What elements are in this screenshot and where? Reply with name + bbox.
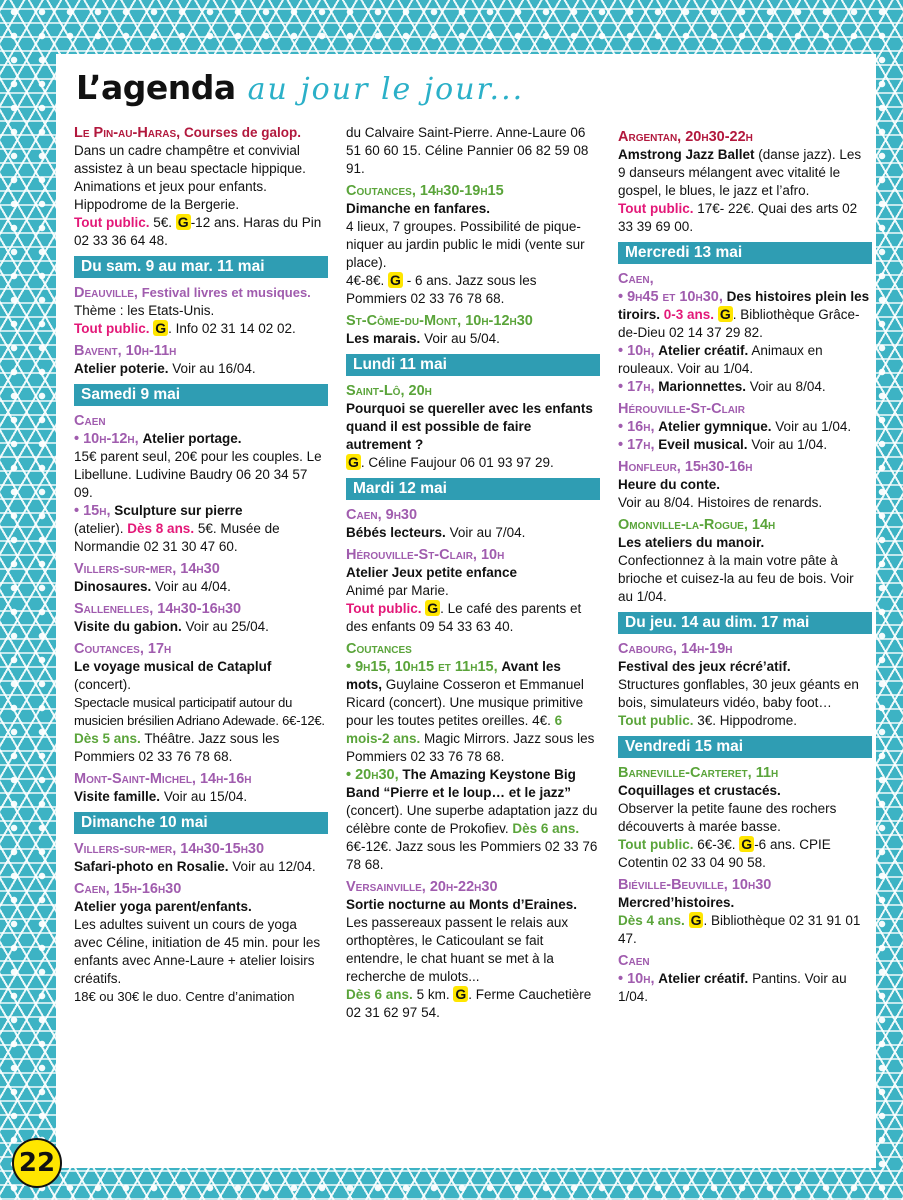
event-entry [618, 640, 872, 730]
event-city: Biéville-Beuville, 10h30 [618, 877, 772, 893]
event-entry [74, 412, 328, 556]
agenda-page [56, 54, 876, 1168]
event-time: • 10h, [618, 343, 655, 359]
event-info: Voir au 15/04. [163, 789, 248, 804]
event-info: -12 ans. Haras du Pin 02 33 36 64 48. [74, 215, 322, 248]
event-city: Hérouville-St-Clair, 10h [346, 547, 505, 563]
free-badge: G [177, 214, 189, 230]
event-info: Animaux en rouleaux. Voir au 1/04. [618, 343, 823, 376]
free-badge: G [390, 272, 401, 288]
event-info: 3€. Hippodrome. [697, 713, 798, 728]
event-entry [74, 342, 328, 378]
event-city: Saint-Lô, 20h [346, 383, 432, 399]
event-entry [74, 600, 328, 636]
event-title: Sortie nocturne au Monts d’Eraines. [346, 897, 578, 912]
event-title: Avant les mots, [346, 659, 561, 692]
event-description: Structures gonflables, 30 jeux géants en bois, simulateurs vidéo, baby foot… [618, 677, 859, 710]
free-badge: G [455, 986, 467, 1002]
event-description: Confectionnez à la main votre pâte à brioche et cuisez-la au feu de bois. Voir au 1/04. [618, 553, 854, 604]
event-info: Voir au 7/04. [449, 525, 526, 540]
event-entry [74, 840, 328, 876]
event-info: 5€. Musée de Normandie 02 31 30 47 60. [74, 521, 280, 554]
event-title: Pourquoi se quereller avec les enfants quand il est possible de faire autrement ? [346, 401, 593, 452]
event-entry [618, 876, 872, 948]
event-title: Atelier poterie. [74, 361, 169, 376]
event-city: Caen, 15h-16h30 [74, 881, 182, 897]
event-title: Eveil musical. [658, 437, 748, 452]
event-info: 6€-12€. Jazz sous les Pommiers 02 33 76 78 68. [346, 839, 598, 872]
event-info: Voir au 1/04. [751, 437, 828, 452]
event-title: Les ateliers du manoir. [618, 535, 765, 550]
event-description: Thème : les Etats-Unis. [74, 303, 215, 318]
event-city: Coutances, 17h [74, 641, 172, 657]
event-title: Bébés lecteurs. [346, 525, 446, 540]
event-info: -6 ans. CPIE Cotentin 02 33 04 90 58. [618, 837, 831, 870]
event-time: • 17h, [618, 437, 655, 453]
date-band: Mercredi 13 mai [618, 242, 872, 264]
audience-label: Tout public. [618, 713, 694, 728]
event-city: Bavent, 10h-11h [74, 343, 177, 359]
date-band: Vendredi 15 mai [618, 736, 872, 758]
event-description: (danse jazz). Les 9 danseurs mélangent avec vitalité le gospel, le blues, le jazz et l’afro. [618, 147, 862, 198]
age-label: Dès 5 ans. [74, 731, 141, 746]
event-entry [74, 284, 328, 338]
event-info: Voir au 8/04. [749, 379, 826, 394]
event-info: . Le café des parents et des enfants 09 54 33 63 40. [346, 601, 582, 634]
event-city: Caen, 9h30 [346, 507, 418, 523]
age-label: Dès 6 ans. [346, 987, 413, 1002]
event-entry [618, 400, 872, 454]
age-label: Dès 4 ans. [618, 913, 685, 928]
event-title: The Amazing Keystone Big Band “Pierre et le loup… et le jazz” [346, 767, 576, 800]
event-description: Voir au 8/04. Histoires de renards. [618, 495, 823, 510]
event-city: Honfleur, 15h30-16h [618, 459, 753, 475]
event-info: . Céline Faujour 06 01 93 97 29. [360, 455, 554, 470]
audience-label: Tout public. [346, 601, 422, 616]
event-entry [346, 382, 600, 472]
event-description: Spectacle musical participatif autour du musicien brésilien Adriano Adewade. 6€-12€. [74, 695, 325, 728]
event-title: Coquillages et crustacés. [618, 783, 781, 798]
free-badge: G [427, 600, 439, 616]
free-badge: G [155, 320, 167, 336]
audience-label: Tout public. [74, 321, 150, 336]
event-title: Heure du conte. [618, 477, 721, 492]
event-description: 4 lieux, 7 groupes. Possibilité de pique-niquer au jardin public le midi (vente sur place). [346, 219, 585, 270]
event-city: Hérouville-St-Clair [618, 401, 745, 417]
event-city: Cabourg, 14h-19h [618, 641, 733, 657]
event-entry [618, 128, 872, 236]
event-title: Atelier yoga parent/enfants. [74, 899, 252, 914]
event-city: Mont-Saint-Michel, 14h-16h [74, 771, 252, 787]
event-title: Courses de galop. [183, 125, 301, 140]
event-distance: 5 km. [416, 987, 450, 1002]
event-continuation: du Calvaire Saint-Pierre. Anne-Laure 06 51 60 60 15. Céline Pannier 06 82 59 08 91. [346, 125, 589, 176]
date-band: Mardi 12 mai [346, 478, 600, 500]
event-info: Théâtre. Jazz sous les Pommiers 02 33 76 78 68. [74, 731, 280, 764]
event-city: Versainville, 20h-22h30 [346, 879, 498, 895]
free-badge: G [348, 454, 359, 470]
event-entry [618, 458, 872, 512]
age-label: Dès 8 ans. [127, 521, 195, 536]
event-title: Marionnettes. [658, 379, 747, 394]
event-info: Magic Mirrors. Jazz sous les Pommiers 02 33 76 78 68. [346, 731, 595, 764]
free-badge: G [741, 836, 753, 852]
event-entry [74, 880, 328, 1006]
page-subtitle: au jour le jour... [247, 72, 525, 107]
event-info: Voir au 1/04. [775, 419, 852, 434]
event-title: Des histoires plein les tiroirs. [618, 289, 870, 322]
event-entry [346, 878, 600, 1022]
age-label: 6 mois-2 ans. [346, 713, 563, 746]
event-city: Villers-sur-mer, 14h30-15h30 [74, 841, 265, 857]
page-number-badge: 22 [12, 1138, 62, 1188]
column-2 [346, 124, 600, 1022]
event-description: Les passereaux passent le relais aux orthoptères, le Caticoulant se fait entendre, le chat huant se met à la recherche de mulots... [346, 915, 569, 984]
event-info: Voir au 4/04. [155, 579, 231, 594]
event-city: Caen [618, 953, 650, 969]
free-badge: G [690, 912, 702, 928]
date-band: Dimanche 10 mai [74, 812, 328, 834]
event-city: Caen, [618, 271, 654, 287]
event-info: - 6 ans. Jazz sous les Pommiers 02 33 76 78 68. [346, 273, 537, 306]
event-info: Pantins. Voir au 1/04. [618, 971, 847, 1004]
event-city: Coutances, 14h30-19h15 [346, 183, 504, 199]
event-title: Dinosaures. [74, 579, 152, 594]
free-badge: G [719, 306, 731, 322]
event-info: 18€ ou 30€ le duo. Centre d’animation [74, 989, 295, 1004]
event-title: Atelier créatif. [658, 343, 749, 358]
event-entry [346, 640, 600, 874]
event-city: Villers-sur-mer, 14h30 [74, 561, 220, 577]
event-price: 5€. [153, 215, 173, 230]
event-info: Bibliothèque Grâce-de-Dieu 02 14 37 29 82. [618, 307, 860, 340]
event-city: Le Pin-au-Haras, [74, 125, 181, 141]
column-3 [618, 124, 872, 1006]
event-price: 6€-3€. [697, 837, 736, 852]
event-city: Sallenelles, 14h30-16h30 [74, 601, 242, 617]
event-info: . Bibliothèque 02 31 91 01 47. [618, 913, 861, 946]
event-description: Dans un cadre champêtre et convivial assistez à un beau spectacle hippique. Animations et jeux pour enfants. [74, 143, 306, 194]
event-entry: Caen, • 9h45 et 10h30, Des histoires plein les tiroirs. 0-3 ans. G . Bibliothèque Grâce-de-Dieu 02 14 37 29 82. • 10h, Atelier créatif. Animaux en rouleaux. Voir au 1/04. • 17h, Marionnettes. Voir au 8/04. [618, 270, 872, 396]
event-title: Festival livres et musiques. [141, 285, 311, 300]
event-title: Les marais. [346, 331, 421, 346]
event-description: 15€ parent seul, 20€ pour les couples. Le Libellune. Ludivine Baudry 06 20 34 57 09. [74, 449, 322, 500]
event-city: St-Côme-du-Mont, 10h-12h30 [346, 313, 533, 329]
audience-label: Tout public. [618, 837, 694, 852]
age-label: Dès 6 ans. [512, 821, 580, 836]
event-time: • 9h45 et 10h30, [618, 289, 723, 305]
page-header [76, 68, 524, 118]
audience-label: Tout public. [74, 215, 150, 230]
page-title: L’agenda [76, 68, 236, 107]
event-entry [346, 506, 600, 542]
event-title: Le voyage musical de Catapluf [74, 659, 272, 674]
event-entry [74, 640, 328, 766]
event-entry [618, 952, 872, 1006]
event-title: Atelier créatif. [658, 971, 749, 986]
event-description: Animé par Marie. [346, 583, 449, 598]
event-time: • 20h30, [346, 767, 399, 783]
event-time: • 16h, [618, 419, 655, 435]
event-city: Coutances [346, 641, 412, 657]
event-time: • 9h15, 10h15 et 11h15, [346, 659, 498, 675]
date-band: Lundi 11 mai [346, 354, 600, 376]
event-entry [346, 182, 600, 308]
date-band: Du sam. 9 au mar. 11 mai [74, 256, 328, 278]
event-entry [618, 764, 872, 872]
event-entry [346, 312, 600, 348]
event-entry [74, 560, 328, 596]
event-entry [618, 516, 872, 606]
event-info: Voir au 16/04. [172, 361, 256, 376]
event-city: Deauville, [74, 285, 138, 301]
event-city: Omonville-la-Rogue, 14h [618, 517, 776, 533]
event-time: • 10h, [618, 971, 655, 987]
event-price: 4€-8€. [346, 273, 385, 288]
event-title: Atelier gymnique. [658, 419, 772, 434]
event-info: 17€- 22€. Quai des arts 02 33 39 69 00. [618, 201, 858, 234]
event-description: Les adultes suivent un cours de yoga avec Céline, initiation de 45 min. pour les enfants avec Anne-Laure + atelier loisirs créatifs. [74, 917, 321, 986]
agenda-columns [74, 124, 870, 1168]
date-band: Samedi 9 mai [74, 384, 328, 406]
event-city: Barneville-Carteret, 11h [618, 765, 779, 781]
event-info: Voir au 25/04. [185, 619, 269, 634]
event-title: Festival des jeux récré’atif. [618, 659, 791, 674]
event-title: Visite du gabion. [74, 619, 182, 634]
event-title: Sculpture sur pierre [114, 503, 243, 518]
event-title: Amstrong Jazz Ballet [618, 147, 755, 162]
event-description: (concert). Une superbe adaptation jazz du célèbre conte de Prokofiev. [346, 803, 598, 836]
event-entry [346, 546, 600, 636]
event-info: . Info 02 31 14 02 02. [168, 321, 296, 336]
column-1 [74, 124, 328, 1006]
event-info: Voir au 5/04. [424, 331, 500, 346]
event-title: Mercred’histoires. [618, 895, 735, 910]
audience-label: Tout public. [618, 201, 694, 216]
event-city: Caen [74, 413, 106, 429]
event-title: Safari-photo en Rosalie. [74, 859, 229, 874]
event-time: • 10h-12h, [74, 431, 139, 447]
event-time: • 15h, [74, 503, 111, 519]
age-label: 0-3 ans. [663, 307, 715, 322]
date-band: Du jeu. 14 au dim. 17 mai [618, 612, 872, 634]
event-entry [74, 124, 328, 250]
event-info: Voir au 12/04. [232, 859, 316, 874]
event-description: (concert). [74, 677, 132, 692]
event-title: Atelier portage. [142, 431, 242, 446]
event-description: Observer la petite faune des rochers découverts à marée basse. [618, 801, 837, 834]
event-title: Atelier Jeux petite enfance [346, 565, 518, 580]
event-description: (atelier). [74, 521, 124, 536]
event-title: Visite famille. [74, 789, 161, 804]
event-time: • 17h, [618, 379, 655, 395]
event-city: Argentan, 20h30-22h [618, 129, 753, 145]
event-entry [74, 770, 328, 806]
event-title: Dimanche en fanfares. [346, 201, 491, 216]
event-place: Hippodrome de la Bergerie. [74, 197, 240, 212]
event-info: . Ferme Cauchetière 02 31 62 97 54. [346, 987, 592, 1020]
event-description: Guylaine Cosseron et Emmanuel Ricard (concert). Une musique primitive pour les toutes petites oreilles. 4€. [346, 677, 584, 728]
